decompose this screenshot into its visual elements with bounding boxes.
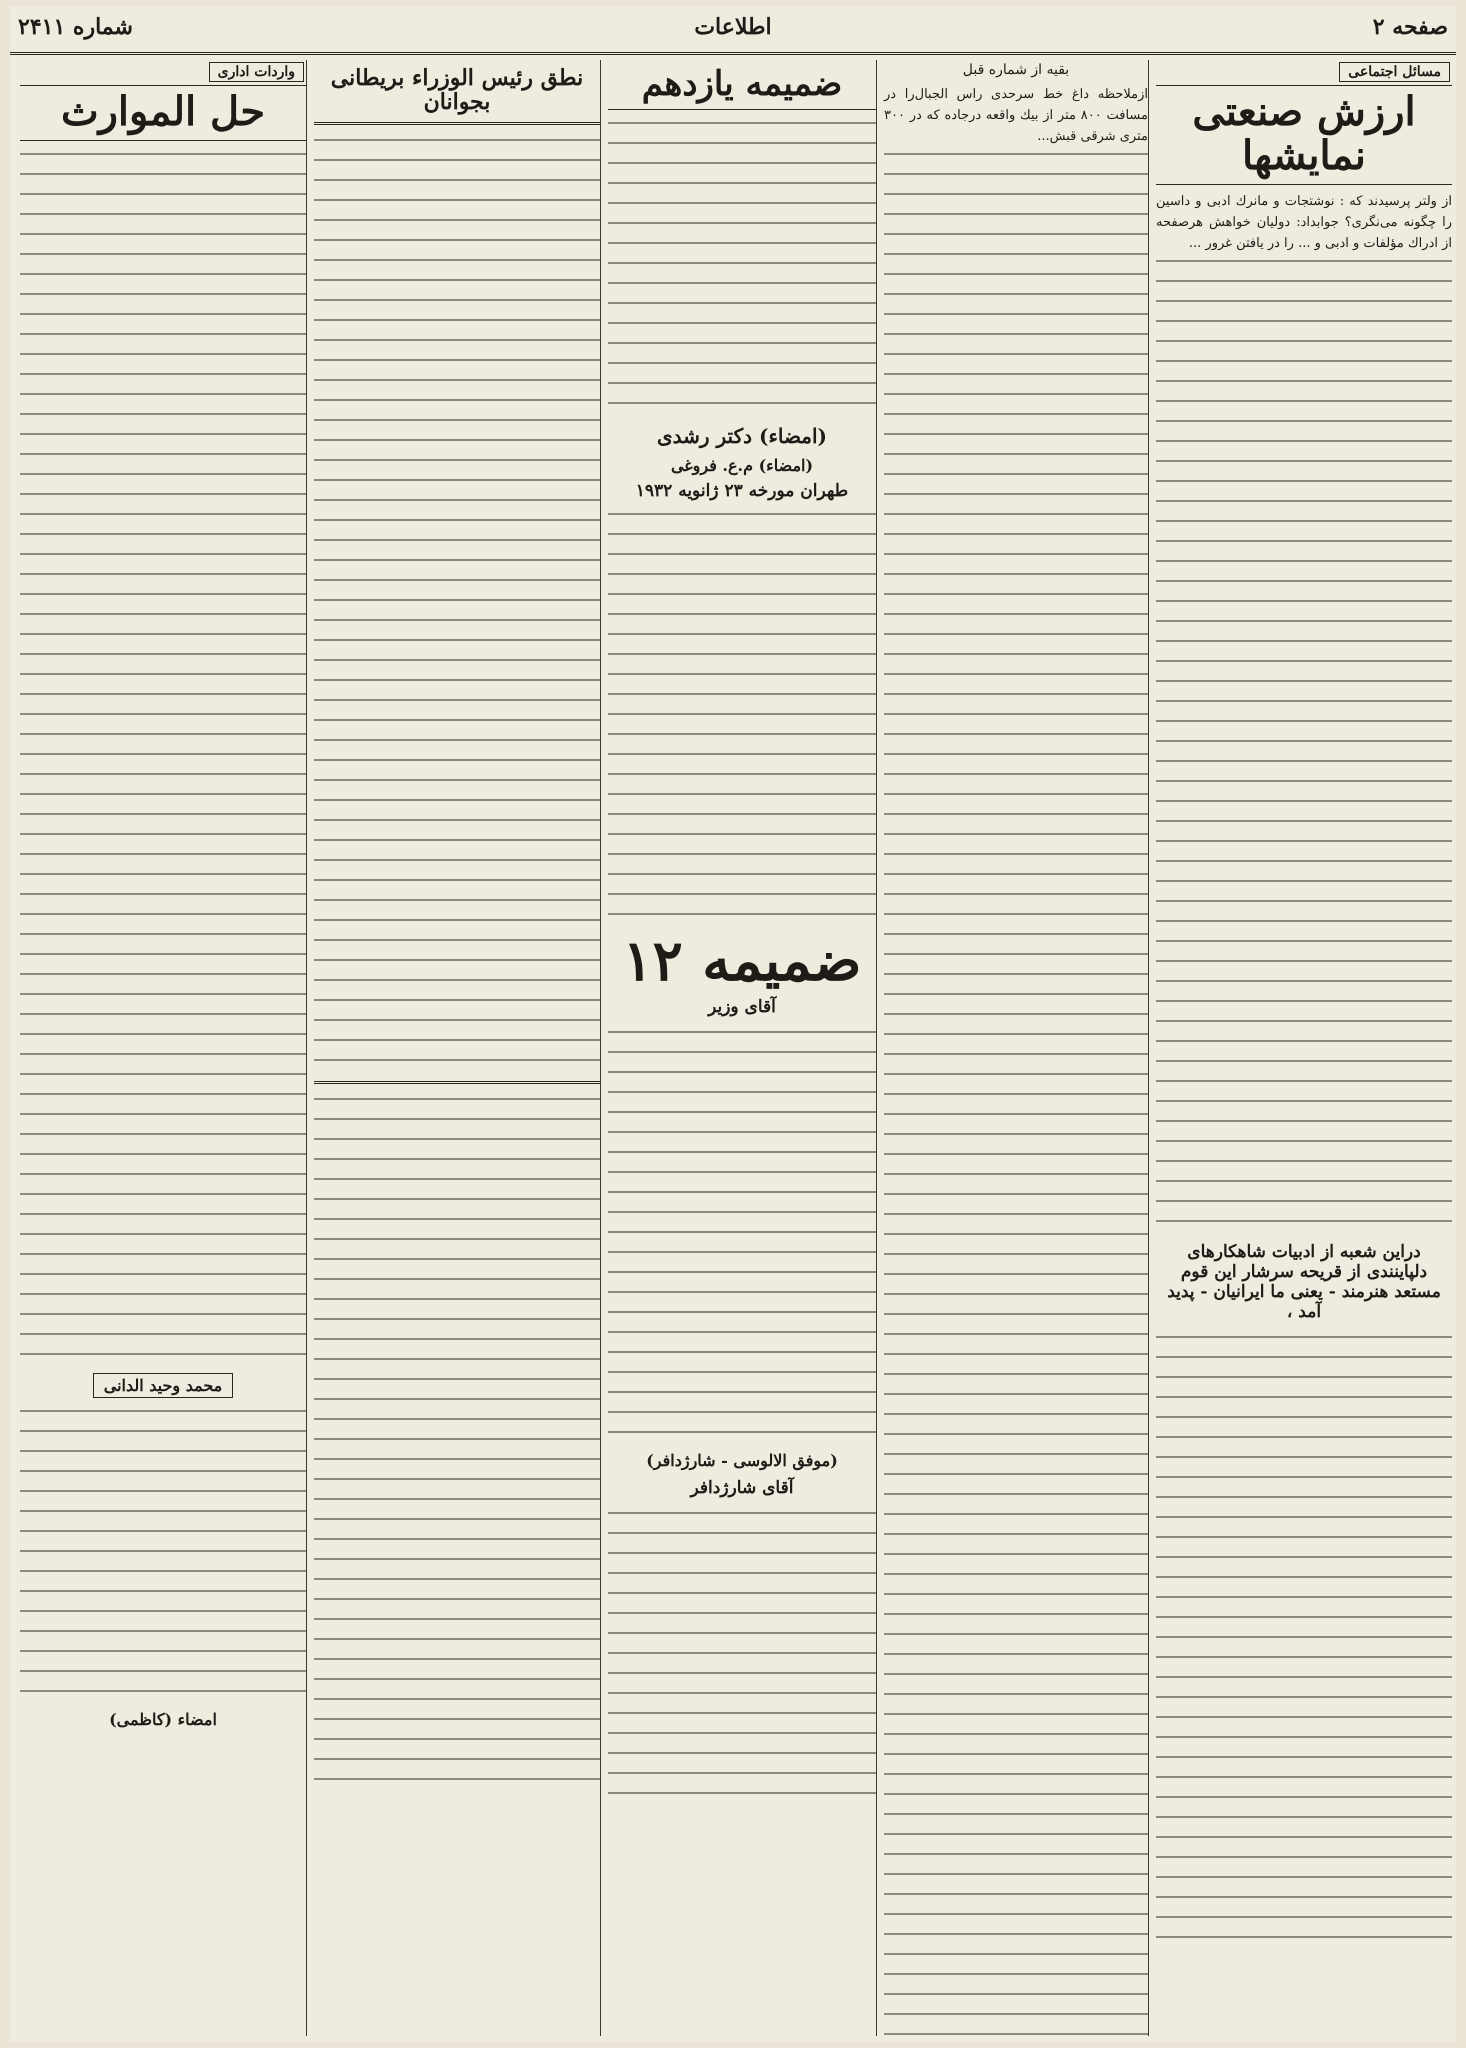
annex-title: ضمیمه یازدهم [641, 64, 843, 104]
issue-number: شماره ۲۴۱۱ [18, 14, 133, 40]
article-body [1156, 1330, 1452, 1950]
article-body [884, 847, 1148, 1547]
annex-number: ضمیمه ۱۲ [622, 928, 862, 995]
signature: امضاء (کاظمی) [109, 1710, 217, 1729]
speech-title: نطق رئیس الوزراء بریطانی بجوانان [330, 65, 584, 116]
article-body [20, 847, 306, 1367]
article-body [884, 1547, 1148, 2036]
article-body [20, 147, 306, 847]
article-title: ارزش صنعتی نمایشها [1192, 88, 1416, 179]
article-body [314, 1092, 600, 1792]
column-border-article [880, 60, 1152, 2036]
column-annex [604, 60, 880, 2036]
addressee: آقای وزیر [708, 997, 776, 1018]
paper-name: اطلاعات [694, 14, 772, 40]
dateline: طهران مورخه ۲۳ ژانویه ۱۹۳۲ [635, 481, 849, 502]
page-number: صفحه ۲ [1372, 14, 1448, 40]
newspaper-page [10, 6, 1456, 2042]
speech-body [314, 833, 600, 1073]
continued-tag: بقیه از شماره قبل [962, 62, 1070, 78]
section-label: مسائل اجتماعی [1156, 60, 1452, 86]
subheading: دراین شعبه از ادبیات شاهکارهای دلپاینندی از قریحه سرشار این قوم مستعد هنرمند - یعنی ما ایرانیان - پدید آمد ، [1167, 1242, 1441, 1323]
article-body [1156, 874, 1452, 1234]
article-title: حل الموارث [60, 88, 266, 135]
signature: (موفق الالوسی - شارژدافر) [646, 1451, 838, 1471]
annex-body [608, 507, 876, 927]
masthead [10, 6, 1456, 55]
article-intro: از ولتر پرسیدند که : نوشتجات و مانرك ادبی و داسین را چگونه می‌نگری؟ جوابداد: دولیان خواهش هرصفحه از ادراك مؤلفات و ادبی و ... را در یافتن غرور ... [1156, 194, 1452, 252]
author-box-wrap [20, 1373, 306, 1398]
column-social-issues [1152, 60, 1456, 2036]
author-box: محمد وحید الدانی [93, 1373, 233, 1398]
article-body [884, 147, 1148, 847]
annex-body [608, 1025, 876, 1445]
signature: (امضاء) م.ع. فروغی [670, 456, 814, 476]
article-body [1156, 254, 1452, 874]
annex-body [608, 116, 876, 416]
section-label: واردات اداری [20, 60, 306, 86]
column-inheritance [16, 60, 310, 2036]
column-speech [310, 60, 604, 2036]
annex-body [608, 1506, 876, 1806]
signature: (امضاء) دکتر رشدی [656, 424, 828, 449]
article-body [20, 1404, 306, 1704]
speech-body [314, 133, 600, 833]
article-lead: ازملاحظه داغ خط سرحدی راس الجبال‌را در مسافت ۸۰۰ متر از بیك واقعه درجاده كه در ۳۰۰ متری شرقی قبش... [884, 87, 1148, 145]
addressee: آقای شارژدافر [690, 1478, 794, 1499]
